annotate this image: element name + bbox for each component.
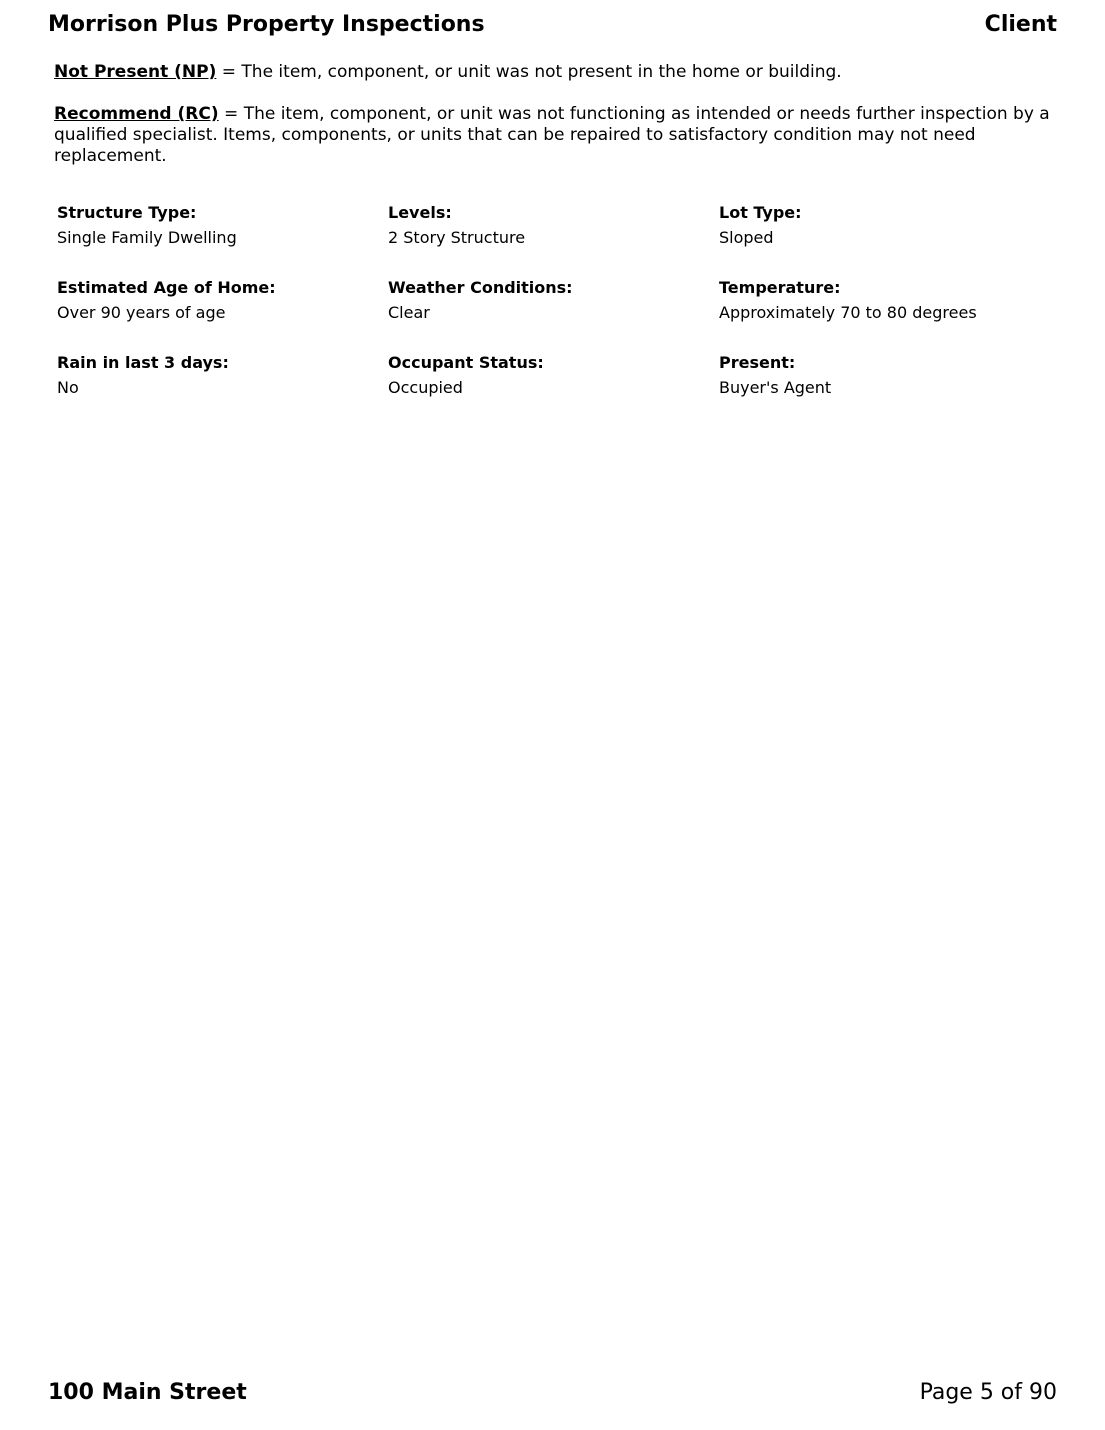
detail-weather-conditions	[388, 278, 719, 322]
page-number: Page 5 of 90	[919, 1380, 1057, 1405]
detail-label: Weather Conditions:	[388, 278, 573, 297]
detail-label: Levels:	[388, 203, 452, 222]
legend-definition-not-present: = The item, component, or unit was not present in the home or building.	[216, 62, 842, 82]
detail-estimated-age	[57, 278, 388, 322]
page-footer	[48, 1380, 1057, 1405]
legend-not-present	[54, 62, 1051, 83]
detail-value: 2 Story Structure	[388, 228, 526, 247]
page-header	[48, 12, 1057, 37]
legend-definition-recommend: = The item, component, or unit was not functioning as intended or needs further inspection by a qualified specialist. Items, components, or units that can be repaired to satisfactory condition may not need replacement.	[54, 104, 1050, 166]
detail-value: Buyer's Agent	[719, 378, 832, 397]
details-row	[57, 278, 1057, 322]
detail-label: Structure Type:	[57, 203, 197, 222]
detail-value: Approximately 70 to 80 degrees	[719, 303, 977, 322]
property-address: 100 Main Street	[48, 1380, 247, 1405]
rating-legend	[54, 62, 1051, 188]
detail-label: Occupant Status:	[388, 353, 544, 372]
detail-structure-type	[57, 203, 388, 247]
details-row	[57, 353, 1057, 397]
detail-label: Rain in last 3 days:	[57, 353, 229, 372]
detail-value: Occupied	[388, 378, 463, 397]
legend-term-not-present: Not Present (NP)	[54, 62, 217, 82]
legend-term-recommend: Recommend (RC)	[54, 104, 219, 124]
detail-levels	[388, 203, 719, 247]
details-row	[57, 203, 1057, 247]
detail-value: Sloped	[719, 228, 774, 247]
detail-value: Over 90 years of age	[57, 303, 226, 322]
detail-value: No	[57, 378, 79, 397]
detail-value: Clear	[388, 303, 430, 322]
detail-lot-type	[719, 203, 1050, 247]
detail-present	[719, 353, 1050, 397]
legend-recommend	[54, 104, 1051, 167]
detail-label: Lot Type:	[719, 203, 802, 222]
client-label: Client	[984, 12, 1057, 37]
detail-temperature	[719, 278, 1050, 322]
detail-label: Present:	[719, 353, 796, 372]
detail-label: Temperature:	[719, 278, 841, 297]
detail-value: Single Family Dwelling	[57, 228, 237, 247]
company-name: Morrison Plus Property Inspections	[48, 12, 485, 37]
detail-label: Estimated Age of Home:	[57, 278, 276, 297]
detail-occupant-status	[388, 353, 719, 397]
inspection-details	[57, 203, 1057, 428]
detail-rain-last-3-days	[57, 353, 388, 397]
